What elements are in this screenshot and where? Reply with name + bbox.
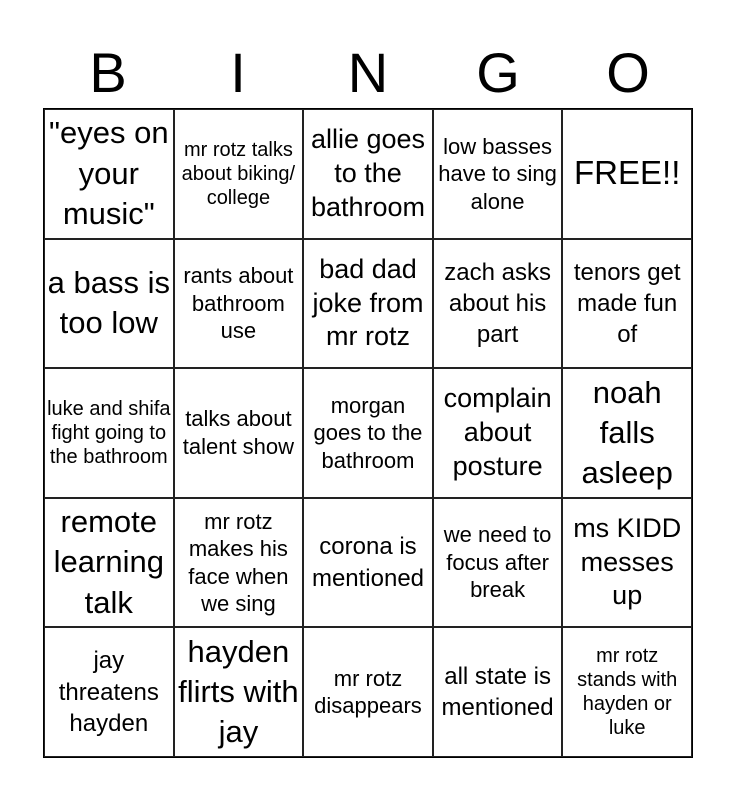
header-letter-b: B (89, 41, 127, 104)
cell-text: we need to focus after break (443, 522, 552, 603)
cell-text: ms KIDD messes up (573, 512, 682, 611)
header-letter-i: I (230, 41, 246, 104)
bingo-cell[interactable] (562, 627, 692, 757)
header-letter-n: N (347, 41, 389, 104)
bingo-cell[interactable] (303, 498, 433, 628)
cell-text: tenors get made fun of (573, 258, 681, 348)
bingo-cell[interactable] (174, 109, 304, 239)
bingo-cell[interactable] (562, 368, 692, 498)
cell-text: complain about posture (443, 383, 552, 481)
cell-text: mr rotz stands with hayden or luke (577, 645, 678, 740)
header-letter-o: O (606, 41, 650, 104)
bingo-cell[interactable] (433, 627, 563, 757)
bingo-cell[interactable] (433, 498, 563, 628)
free-space-cell[interactable] (562, 109, 692, 239)
cell-text: rants about bathroom use (183, 263, 294, 344)
bingo-cell[interactable] (562, 239, 692, 369)
cell-text: jay threatens hayden (58, 647, 159, 737)
bingo-cell[interactable] (433, 239, 563, 369)
cell-text: bad dad joke from mr rotz (312, 253, 424, 352)
bingo-cell[interactable] (44, 368, 174, 498)
bingo-cell[interactable] (303, 239, 433, 369)
bingo-cell[interactable] (303, 627, 433, 757)
cell-text: "eyes on your music" (49, 115, 169, 231)
cell-text: zach asks about his part (444, 258, 551, 348)
cell-text: allie goes to the bathroom (310, 124, 426, 222)
cell-text: FREE!! (574, 154, 681, 192)
bingo-cell[interactable] (174, 239, 304, 369)
cell-text: talks about talent show (182, 406, 295, 459)
cell-text: corona is mentioned (311, 533, 425, 592)
cell-text: mr rotz talks about biking/ college (181, 138, 296, 209)
bingo-header (43, 40, 693, 106)
bingo-cell[interactable] (303, 109, 433, 239)
cell-text: luke and shifa fight going to the bathroom (47, 397, 171, 468)
cell-text: low basses have to sing alone (438, 133, 557, 214)
header-letter-g: G (476, 41, 520, 104)
cell-text: remote learning talk (53, 504, 164, 620)
bingo-cell[interactable] (174, 498, 304, 628)
bingo-cell[interactable] (174, 627, 304, 757)
cell-text: morgan goes to the bathroom (313, 392, 423, 473)
bingo-cell[interactable] (433, 109, 563, 239)
cell-text: a bass is too low (47, 265, 170, 341)
cell-text: hayden flirts with jay (178, 633, 299, 750)
bingo-cell[interactable] (303, 368, 433, 498)
bingo-cell[interactable] (433, 368, 563, 498)
bingo-cell[interactable] (44, 498, 174, 628)
cell-text: all state is mentioned (441, 663, 554, 722)
cell-text: mr rotz makes his face when we sing (188, 508, 289, 617)
bingo-cell[interactable] (44, 627, 174, 757)
bingo-cell[interactable] (174, 368, 304, 498)
bingo-board (43, 108, 693, 758)
bingo-cell[interactable] (44, 109, 174, 239)
bingo-cell[interactable] (562, 498, 692, 628)
cell-text: noah falls asleep (581, 374, 673, 491)
bingo-cell[interactable] (44, 239, 174, 369)
cell-text: mr rotz disappears (314, 665, 422, 719)
